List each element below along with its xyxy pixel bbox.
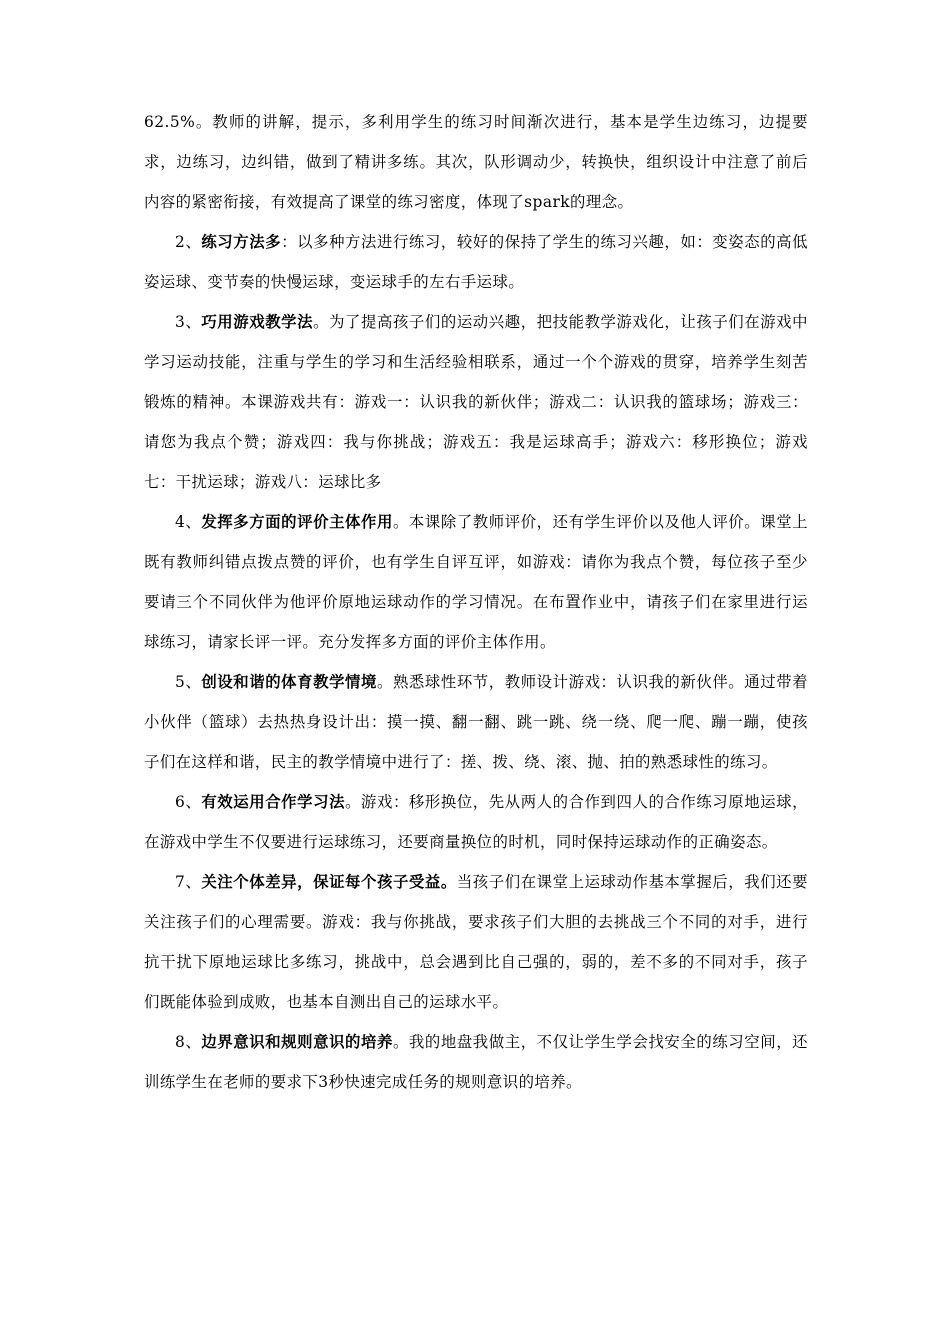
item-number: 6、 [175,793,202,811]
item-body: 。我的地盘我做主，不仅让学生学会找安全的练习空间，还训练学生在老师的要求下3秒快速完成任务的规则意识的培养。 [144,1033,809,1091]
item-heading: 发挥多方面的评价主体作用 [201,513,393,531]
item-number: 5、 [175,673,202,691]
item-paragraph-4 [144,502,808,662]
item-body: 。本课除了教师评价，还有学生评价以及他人评价。课堂上既有教师纠错点拨点赞的评价，也有学生自评互评，如游戏：请你为我点个赞，每位孩子至少要请三个不同伙伴为他评价原地运球动作的学习情况。在布置作业中，请孩子们在家里进行运球练习，请家长评一评。充分发挥多方面的评价主体作用。 [144,513,809,651]
item-heading: 巧用游戏教学法 [201,313,314,331]
item-paragraph-7 [144,862,808,1022]
item-body: ：以多种方法进行练习，较好的保持了学生的练习兴趣，如：变姿态的高低姿运球、变节奏的快慢运球，变运球手的左右手运球。 [144,233,808,291]
item-paragraph-3 [144,302,808,502]
item-body: 。熟悉球性环节，教师设计游戏：认识我的新伙伴。通过带着小伙伴（篮球）去热热身设计出：摸一摸、翻一翻、跳一跳、绕一绕、爬一爬、蹦一蹦，使孩子们在这样和谐，民主的教学情境中进行了：搓、拨、绕、滚、抛、拍的熟悉球性的练习。 [144,673,808,771]
item-body: 当孩子们在课堂上运球动作基本掌握后，我们还要关注孩子们的心理需要。游戏：我与你挑战，要求孩子们大胆的去挑战三个不同的对手，进行抗干扰下原地运球比多练习，挑战中，总会遇到比自己强的，弱的，差不多的不同对手，孩子们既能体验到成败，也基本自测出自己的运球水平。 [144,873,808,1011]
item-body: 。游戏：移形换位，先从两人的合作到四人的合作练习原地运球，在游戏中学生不仅要进行运球练习，还要商量换位的时机，同时保持运球动作的正确姿态。 [144,793,808,851]
item-number: 3、 [175,313,202,331]
item-heading: 创设和谐的体育教学情境 [201,673,377,691]
item-paragraph-6 [144,782,808,862]
item-heading: 练习方法多 [201,233,282,251]
item-number: 2、 [175,233,202,251]
item-heading: 边界意识和规则意识的培养 [201,1033,393,1051]
item-body: 。为了提高孩子们的运动兴趣，把技能教学游戏化，让孩子们在游戏中学习运动技能，注重与学生的学习和生活经验相联系，通过一个个游戏的贯穿，培养学生刻苦锻炼的精神。本课游戏共有：游戏一：认识我的新伙伴；游戏二：认识我的篮球场；游戏三：请您为我点个赞；游戏四：我与你挑战；游戏五：我是运球高手；游戏六：移形换位；游戏七：干扰运球；游戏八：运球比多 [144,313,808,491]
item-heading: 有效运用合作学习法 [201,793,346,811]
item-number: 7、 [175,873,202,891]
document-body [144,102,808,1102]
item-heading: 关注个体差异，保证每个孩子受益。 [201,873,457,891]
item-number: 4、 [175,513,202,531]
item-number: 8、 [175,1033,202,1051]
item-paragraph-8 [144,1022,808,1102]
item-paragraph-2 [144,222,808,302]
item-paragraph-5 [144,662,808,782]
intro-paragraph: 62.5%。教师的讲解，提示，多利用学生的练习时间渐次进行，基本是学生边练习，边提要求，边练习，边纠错，做到了精讲多练。其次，队形调动少，转换快，组织设计中注意了前后内容的紧密衔接，有效提高了课堂的练习密度，体现了spark的理念。 [144,113,808,211]
